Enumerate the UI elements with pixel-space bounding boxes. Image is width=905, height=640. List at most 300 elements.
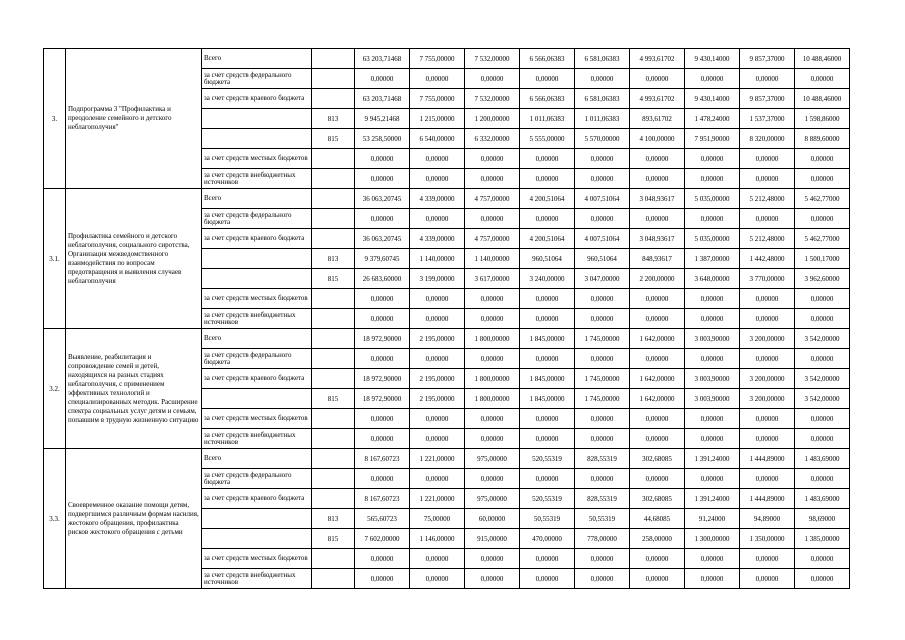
amount-cell: 0,00000 [575, 409, 630, 429]
amount-cell: 4 757,00000 [465, 189, 520, 209]
amount-cell: 0,00000 [795, 549, 850, 569]
amount-cell: 0,00000 [575, 209, 630, 229]
amount-cell: 1 500,17000 [795, 249, 850, 269]
amount-cell: 0,00000 [520, 349, 575, 369]
amount-cell: 0,00000 [685, 469, 740, 489]
funding-source-label: за счет средств федерального бюджета [202, 349, 312, 369]
funding-source-label: за счет средств внебюджетных источников [202, 309, 312, 329]
amount-cell: 0,00000 [465, 569, 520, 589]
amount-cell: 0,00000 [465, 289, 520, 309]
amount-cell: 1 537,37000 [740, 109, 795, 129]
amount-cell: 258,00000 [630, 529, 685, 549]
amount-cell: 1 140,00000 [410, 249, 465, 269]
budget-code: 813 [312, 109, 355, 129]
amount-cell: 6 566,06383 [520, 89, 575, 109]
funding-source-label [202, 249, 312, 269]
amount-cell: 0,00000 [740, 569, 795, 589]
amount-cell: 1 391,24000 [685, 489, 740, 509]
amount-cell: 1 745,00000 [575, 389, 630, 409]
amount-cell: 9 430,14000 [685, 49, 740, 69]
budget-code [312, 49, 355, 69]
amount-cell: 0,00000 [685, 569, 740, 589]
amount-cell: 5 570,00000 [575, 129, 630, 149]
amount-cell: 0,00000 [685, 169, 740, 189]
funding-source-label: за счет средств местных бюджетов [202, 289, 312, 309]
budget-code [312, 69, 355, 89]
amount-cell: 0,00000 [410, 149, 465, 169]
amount-cell: 0,00000 [520, 569, 575, 589]
amount-cell: 0,00000 [410, 289, 465, 309]
amount-cell: 3 542,00000 [795, 329, 850, 349]
amount-cell: 75,00000 [410, 509, 465, 529]
amount-cell: 60,00000 [465, 509, 520, 529]
amount-cell: 0,00000 [685, 349, 740, 369]
amount-cell: 0,00000 [740, 409, 795, 429]
budget-code [312, 409, 355, 429]
funding-source-label: за счет средств краевого бюджета [202, 229, 312, 249]
amount-cell: 1 598,86000 [795, 109, 850, 129]
amount-cell: 1 745,00000 [575, 329, 630, 349]
amount-cell: 0,00000 [630, 549, 685, 569]
amount-cell: 0,00000 [355, 549, 410, 569]
amount-cell: 4 993,61702 [630, 49, 685, 69]
amount-cell: 1 444,89000 [740, 449, 795, 469]
amount-cell: 302,68085 [630, 489, 685, 509]
table-body [44, 49, 850, 589]
amount-cell: 848,93617 [630, 249, 685, 269]
funding-source-label: за счет средств федерального бюджета [202, 209, 312, 229]
budget-code: 813 [312, 509, 355, 529]
amount-cell: 0,00000 [685, 429, 740, 449]
amount-cell: 3 770,00000 [740, 269, 795, 289]
amount-cell: 0,00000 [630, 409, 685, 429]
budget-code [312, 289, 355, 309]
section-title: Выявление, реабилитация и сопровождение семей и детей, находящихся на разных стадиях неблагополучия, с применением эффективных технологий и специализированных методик. Расширение спектра социальных услуг детям и семьям, попавшим в трудную жизненную ситуацию [66, 329, 202, 449]
amount-cell: 3 200,00000 [740, 329, 795, 349]
funding-source-label: за счет средств внебюджетных источников [202, 169, 312, 189]
amount-cell: 0,00000 [465, 309, 520, 329]
budget-code [312, 189, 355, 209]
amount-cell: 0,00000 [520, 289, 575, 309]
funding-source-label: за счет средств краевого бюджета [202, 369, 312, 389]
amount-cell: 0,00000 [685, 309, 740, 329]
amount-cell: 4 200,51064 [520, 189, 575, 209]
section-title: Своевременное оказание помощи детям, подвергшимся различным формам насилия, жестокого обращения, профилактика рисков жестокого обращения с детьми [66, 449, 202, 589]
amount-cell: 5 035,00000 [685, 189, 740, 209]
amount-cell: 7 602,00000 [355, 529, 410, 549]
amount-cell: 1 350,00000 [740, 529, 795, 549]
amount-cell: 0,00000 [355, 409, 410, 429]
budget-code [312, 229, 355, 249]
amount-cell: 2 200,00000 [630, 269, 685, 289]
amount-cell: 0,00000 [520, 409, 575, 429]
amount-cell: 10 488,46000 [795, 49, 850, 69]
amount-cell: 2 195,00000 [410, 389, 465, 409]
amount-cell: 0,00000 [520, 149, 575, 169]
amount-cell: 302,68085 [630, 449, 685, 469]
amount-cell: 1 387,00000 [685, 249, 740, 269]
amount-cell: 0,00000 [520, 169, 575, 189]
budget-table-sheet [43, 48, 850, 589]
amount-cell: 0,00000 [740, 289, 795, 309]
amount-cell: 1 215,00000 [410, 109, 465, 129]
amount-cell: 1 483,69000 [795, 449, 850, 469]
amount-cell: 0,00000 [355, 569, 410, 589]
amount-cell: 1 391,24000 [685, 449, 740, 469]
budget-code [312, 369, 355, 389]
funding-source-label [202, 269, 312, 289]
amount-cell: 470,00000 [520, 529, 575, 549]
amount-cell: 520,55319 [520, 489, 575, 509]
amount-cell: 0,00000 [575, 469, 630, 489]
amount-cell: 1 642,00000 [630, 389, 685, 409]
amount-cell: 0,00000 [520, 69, 575, 89]
amount-cell: 4 007,51064 [575, 189, 630, 209]
amount-cell: 0,00000 [410, 409, 465, 429]
amount-cell: 0,00000 [355, 349, 410, 369]
budget-code [312, 329, 355, 349]
amount-cell: 5 462,77000 [795, 229, 850, 249]
amount-cell: 0,00000 [630, 69, 685, 89]
amount-cell: 8 320,00000 [740, 129, 795, 149]
amount-cell: 6 566,06383 [520, 49, 575, 69]
amount-cell: 3 003,90000 [685, 329, 740, 349]
amount-cell: 4 200,51064 [520, 229, 575, 249]
amount-cell: 975,00000 [465, 449, 520, 469]
amount-cell: 1 800,00000 [465, 329, 520, 349]
amount-cell: 0,00000 [795, 289, 850, 309]
amount-cell: 915,00000 [465, 529, 520, 549]
amount-cell: 7 951,90000 [685, 129, 740, 149]
amount-cell: 0,00000 [630, 569, 685, 589]
amount-cell: 0,00000 [795, 429, 850, 449]
amount-cell: 0,00000 [685, 289, 740, 309]
amount-cell: 18 972,90000 [355, 329, 410, 349]
amount-cell: 9 379,60745 [355, 249, 410, 269]
amount-cell: 0,00000 [465, 429, 520, 449]
amount-cell: 565,60723 [355, 509, 410, 529]
amount-cell: 4 993,61702 [630, 89, 685, 109]
amount-cell: 0,00000 [575, 549, 630, 569]
amount-cell: 0,00000 [575, 169, 630, 189]
amount-cell: 26 683,60000 [355, 269, 410, 289]
amount-cell: 0,00000 [465, 409, 520, 429]
budget-table [43, 48, 850, 589]
amount-cell: 6 332,00000 [465, 129, 520, 149]
amount-cell: 1 140,00000 [465, 249, 520, 269]
amount-cell: 3 003,90000 [685, 389, 740, 409]
amount-cell: 91,24000 [685, 509, 740, 529]
amount-cell: 7 532,00000 [465, 89, 520, 109]
amount-cell: 0,00000 [630, 309, 685, 329]
amount-cell: 9 857,37000 [740, 89, 795, 109]
amount-cell: 9 430,14000 [685, 89, 740, 109]
amount-cell: 3 199,00000 [410, 269, 465, 289]
funding-source-label: за счет средств местных бюджетов [202, 549, 312, 569]
amount-cell: 6 581,06383 [575, 49, 630, 69]
amount-cell: 0,00000 [575, 289, 630, 309]
amount-cell: 18 972,90000 [355, 389, 410, 409]
amount-cell: 960,51064 [575, 249, 630, 269]
funding-source-label [202, 509, 312, 529]
budget-code [312, 169, 355, 189]
amount-cell: 3 240,00000 [520, 269, 575, 289]
funding-source-label: за счет средств федерального бюджета [202, 469, 312, 489]
amount-cell: 0,00000 [575, 69, 630, 89]
amount-cell: 0,00000 [410, 169, 465, 189]
amount-cell: 0,00000 [465, 69, 520, 89]
amount-cell: 53 258,50000 [355, 129, 410, 149]
amount-cell: 1 300,00000 [685, 529, 740, 549]
amount-cell: 4 007,51064 [575, 229, 630, 249]
amount-cell: 0,00000 [685, 409, 740, 429]
amount-cell: 0,00000 [795, 469, 850, 489]
amount-cell: 3 542,00000 [795, 389, 850, 409]
amount-cell: 1 444,89000 [740, 489, 795, 509]
amount-cell: 3 542,00000 [795, 369, 850, 389]
section-number: 3.3. [44, 449, 66, 589]
amount-cell: 1 800,00000 [465, 369, 520, 389]
amount-cell: 0,00000 [465, 149, 520, 169]
funding-source-label [202, 129, 312, 149]
amount-cell: 1 483,69000 [795, 489, 850, 509]
amount-cell: 36 063,20745 [355, 229, 410, 249]
budget-code [312, 349, 355, 369]
amount-cell: 0,00000 [685, 69, 740, 89]
amount-cell: 0,00000 [575, 149, 630, 169]
funding-source-label: за счет средств внебюджетных источников [202, 569, 312, 589]
funding-source-label: за счет средств местных бюджетов [202, 149, 312, 169]
amount-cell: 0,00000 [410, 429, 465, 449]
funding-source-label: за счет средств внебюджетных источников [202, 429, 312, 449]
funding-source-label: Всего [202, 449, 312, 469]
budget-code [312, 149, 355, 169]
amount-cell: 0,00000 [465, 209, 520, 229]
amount-cell: 18 972,90000 [355, 369, 410, 389]
amount-cell: 0,00000 [575, 429, 630, 449]
budget-code [312, 89, 355, 109]
amount-cell: 828,55319 [575, 449, 630, 469]
budget-code: 815 [312, 529, 355, 549]
amount-cell: 9 857,37000 [740, 49, 795, 69]
amount-cell: 0,00000 [575, 349, 630, 369]
table-row [44, 329, 850, 349]
amount-cell: 1 845,00000 [520, 369, 575, 389]
table-row [44, 449, 850, 469]
amount-cell: 44,68085 [630, 509, 685, 529]
amount-cell: 8 889,60000 [795, 129, 850, 149]
amount-cell: 1 800,00000 [465, 389, 520, 409]
amount-cell: 36 063,20745 [355, 189, 410, 209]
amount-cell: 98,69000 [795, 509, 850, 529]
amount-cell: 0,00000 [630, 429, 685, 449]
amount-cell: 1 221,00000 [410, 449, 465, 469]
amount-cell: 0,00000 [795, 569, 850, 589]
amount-cell: 0,00000 [740, 469, 795, 489]
amount-cell: 0,00000 [740, 149, 795, 169]
amount-cell: 3 003,90000 [685, 369, 740, 389]
amount-cell: 2 195,00000 [410, 329, 465, 349]
amount-cell: 1 845,00000 [520, 329, 575, 349]
amount-cell: 0,00000 [465, 549, 520, 569]
amount-cell: 0,00000 [630, 209, 685, 229]
amount-cell: 0,00000 [795, 169, 850, 189]
amount-cell: 0,00000 [410, 469, 465, 489]
amount-cell: 50,55319 [575, 509, 630, 529]
amount-cell: 3 048,93617 [630, 229, 685, 249]
amount-cell: 0,00000 [795, 149, 850, 169]
amount-cell: 0,00000 [465, 469, 520, 489]
funding-source-label: Всего [202, 49, 312, 69]
amount-cell: 0,00000 [520, 209, 575, 229]
amount-cell: 5 212,48000 [740, 189, 795, 209]
amount-cell: 5 462,77000 [795, 189, 850, 209]
amount-cell: 0,00000 [740, 169, 795, 189]
amount-cell: 0,00000 [740, 349, 795, 369]
amount-cell: 1 221,00000 [410, 489, 465, 509]
amount-cell: 5 212,48000 [740, 229, 795, 249]
funding-source-label [202, 389, 312, 409]
amount-cell: 0,00000 [520, 469, 575, 489]
amount-cell: 960,51064 [520, 249, 575, 269]
budget-code [312, 449, 355, 469]
amount-cell: 0,00000 [685, 149, 740, 169]
budget-code [312, 209, 355, 229]
amount-cell: 1 146,00000 [410, 529, 465, 549]
amount-cell: 4 339,00000 [410, 189, 465, 209]
amount-cell: 1 642,00000 [630, 329, 685, 349]
funding-source-label [202, 109, 312, 129]
funding-source-label: Всего [202, 329, 312, 349]
amount-cell: 1 011,06383 [520, 109, 575, 129]
amount-cell: 0,00000 [630, 349, 685, 369]
amount-cell: 63 203,71468 [355, 49, 410, 69]
amount-cell: 1 845,00000 [520, 389, 575, 409]
amount-cell: 0,00000 [795, 349, 850, 369]
budget-code: 815 [312, 129, 355, 149]
amount-cell: 4 757,00000 [465, 229, 520, 249]
amount-cell: 5 035,00000 [685, 229, 740, 249]
amount-cell: 0,00000 [630, 469, 685, 489]
amount-cell: 3 200,00000 [740, 369, 795, 389]
amount-cell: 3 048,93617 [630, 189, 685, 209]
amount-cell: 0,00000 [410, 549, 465, 569]
amount-cell: 1 478,24000 [685, 109, 740, 129]
amount-cell: 1 442,48000 [740, 249, 795, 269]
amount-cell: 0,00000 [355, 209, 410, 229]
amount-cell: 1 011,06383 [575, 109, 630, 129]
budget-code [312, 309, 355, 329]
amount-cell: 7 532,00000 [465, 49, 520, 69]
funding-source-label: Всего [202, 189, 312, 209]
amount-cell: 8 167,60723 [355, 489, 410, 509]
section-number: 3. [44, 49, 66, 189]
section-number: 3.2. [44, 329, 66, 449]
table-row [44, 49, 850, 69]
amount-cell: 0,00000 [740, 429, 795, 449]
amount-cell: 0,00000 [520, 549, 575, 569]
amount-cell: 0,00000 [795, 409, 850, 429]
amount-cell: 94,89000 [740, 509, 795, 529]
amount-cell: 0,00000 [740, 209, 795, 229]
amount-cell: 63 203,71468 [355, 89, 410, 109]
amount-cell: 0,00000 [630, 149, 685, 169]
amount-cell: 6 540,00000 [410, 129, 465, 149]
funding-source-label [202, 529, 312, 549]
funding-source-label: за счет средств федерального бюджета [202, 69, 312, 89]
amount-cell: 0,00000 [795, 209, 850, 229]
table-row [44, 189, 850, 209]
amount-cell: 7 755,00000 [410, 89, 465, 109]
amount-cell: 4 100,00000 [630, 129, 685, 149]
amount-cell: 0,00000 [685, 209, 740, 229]
amount-cell: 10 488,46000 [795, 89, 850, 109]
amount-cell: 1 745,00000 [575, 369, 630, 389]
amount-cell: 0,00000 [465, 349, 520, 369]
amount-cell: 4 339,00000 [410, 229, 465, 249]
amount-cell: 3 200,00000 [740, 389, 795, 409]
amount-cell: 3 648,00000 [685, 269, 740, 289]
amount-cell: 0,00000 [410, 69, 465, 89]
amount-cell: 3 617,00000 [465, 269, 520, 289]
amount-cell: 0,00000 [355, 69, 410, 89]
budget-code [312, 469, 355, 489]
amount-cell: 1 385,00000 [795, 529, 850, 549]
budget-code: 815 [312, 269, 355, 289]
amount-cell: 0,00000 [740, 309, 795, 329]
budget-code [312, 489, 355, 509]
amount-cell: 0,00000 [740, 69, 795, 89]
amount-cell: 0,00000 [575, 309, 630, 329]
funding-source-label: за счет средств краевого бюджета [202, 89, 312, 109]
amount-cell: 975,00000 [465, 489, 520, 509]
budget-code [312, 549, 355, 569]
amount-cell: 893,61702 [630, 109, 685, 129]
budget-code [312, 569, 355, 589]
amount-cell: 0,00000 [410, 309, 465, 329]
amount-cell: 0,00000 [355, 309, 410, 329]
amount-cell: 0,00000 [410, 209, 465, 229]
amount-cell: 9 945,21468 [355, 109, 410, 129]
amount-cell: 0,00000 [740, 549, 795, 569]
amount-cell: 0,00000 [795, 309, 850, 329]
amount-cell: 0,00000 [355, 169, 410, 189]
section-title: Профилактика семейного и детского неблагополучия, социального сиротства, Организация межведомственного взаимодействия по вопросам предотвращения и выявления случаев неблагополучия [66, 189, 202, 329]
budget-code [312, 429, 355, 449]
budget-code: 815 [312, 389, 355, 409]
amount-cell: 520,55319 [520, 449, 575, 469]
amount-cell: 50,55319 [520, 509, 575, 529]
amount-cell: 1 642,00000 [630, 369, 685, 389]
funding-source-label: за счет средств краевого бюджета [202, 489, 312, 509]
amount-cell: 778,00000 [575, 529, 630, 549]
amount-cell: 1 200,00000 [465, 109, 520, 129]
amount-cell: 6 581,06383 [575, 89, 630, 109]
amount-cell: 0,00000 [465, 169, 520, 189]
section-title: Подпрограмма 3 "Профилактика и преодоление семейного и детского неблагополучия" [66, 49, 202, 189]
amount-cell: 0,00000 [630, 169, 685, 189]
amount-cell: 8 167,60723 [355, 449, 410, 469]
section-number: 3.1. [44, 189, 66, 329]
amount-cell: 0,00000 [520, 309, 575, 329]
amount-cell: 0,00000 [795, 69, 850, 89]
amount-cell: 0,00000 [355, 289, 410, 309]
amount-cell: 0,00000 [355, 429, 410, 449]
amount-cell: 7 755,00000 [410, 49, 465, 69]
amount-cell: 0,00000 [355, 149, 410, 169]
funding-source-label: за счет средств местных бюджетов [202, 409, 312, 429]
amount-cell: 0,00000 [575, 569, 630, 589]
